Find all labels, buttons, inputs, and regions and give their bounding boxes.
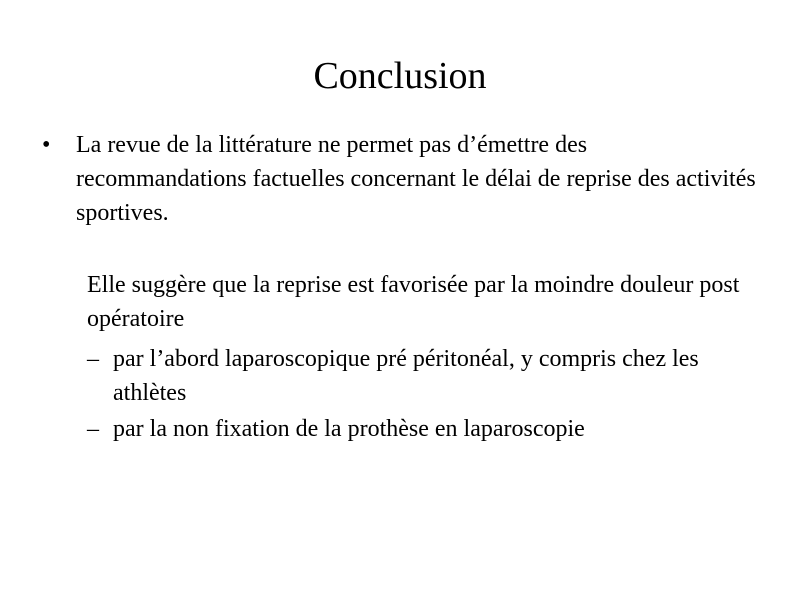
bullet-icon: • [42,132,51,158]
sub-item-text: par la non fixation de la prothèse en laparoscopie [113,416,585,442]
sub-item-text: par l’abord laparoscopique pré péritonéal, y compris chez les athlètes [113,346,699,406]
bullet-text: La revue de la littérature ne permet pas d’émettre des recommandations factuelles concernant le délai de reprise des activités sportives. [76,132,756,226]
sub-item [87,412,777,446]
body-paragraph: Elle suggère que la reprise est favorisée par la moindre douleur post opératoire [87,272,740,332]
dash-icon: – [87,346,99,372]
slide-title: Conclusion [313,55,487,97]
sub-item [87,342,777,410]
dash-icon: – [87,416,99,442]
bullet-item [42,128,762,230]
